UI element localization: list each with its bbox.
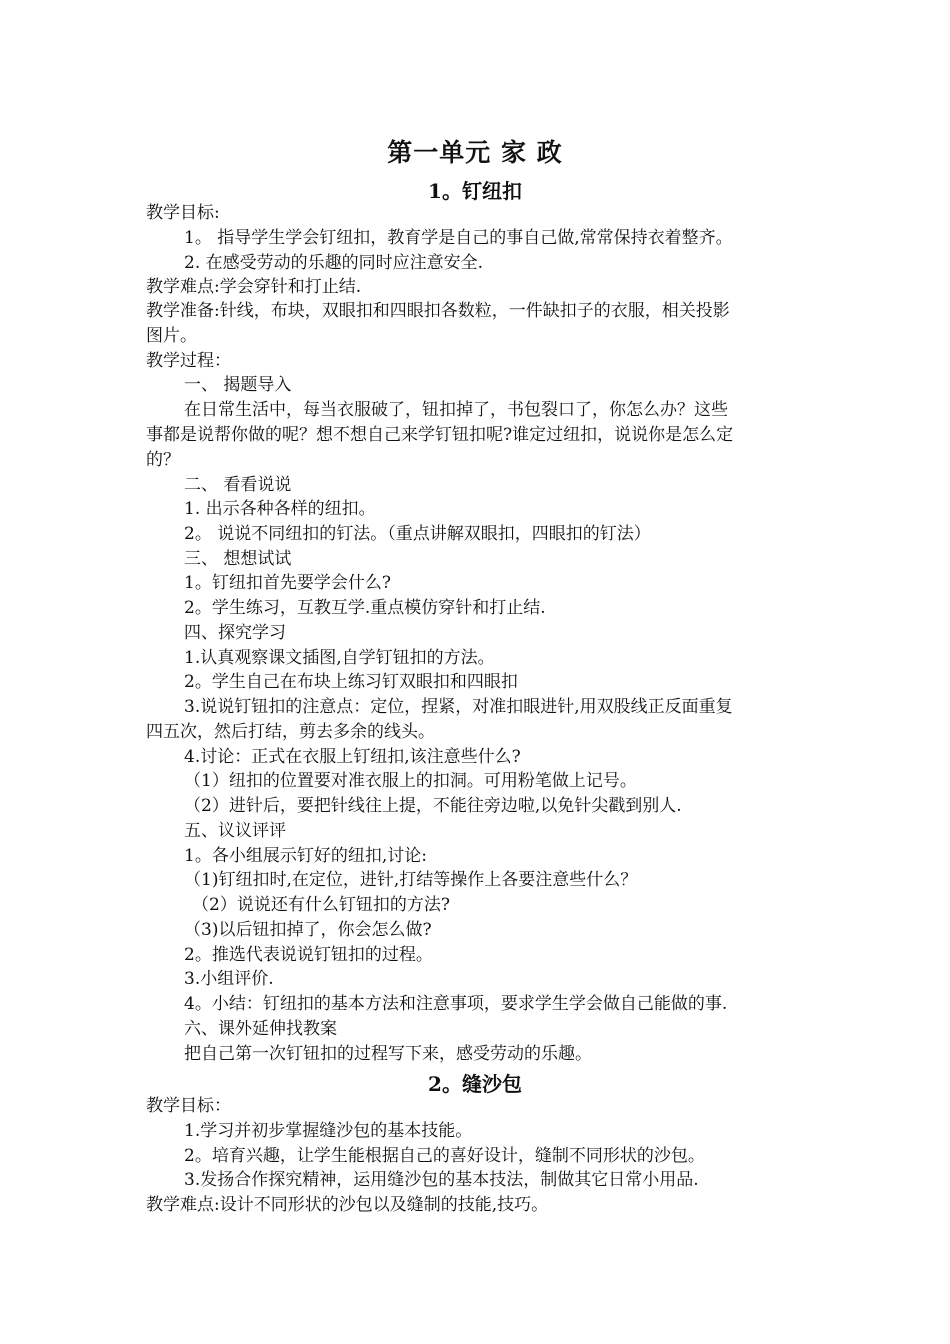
lesson-1-line: 的？ — [146, 450, 180, 470]
lesson-1-line: 图片。 — [146, 326, 197, 346]
lesson-1-line: 在日常生活中，每当衣服破了，钮扣掉了，书包裂口了，你怎么办？这些 — [184, 400, 728, 420]
lesson-1-line: （3)以后钮扣掉了，你会怎么做? — [184, 920, 432, 940]
lesson-1-line: 教学难点:学会穿针和打止结. — [146, 277, 362, 297]
lesson-1-line: （2）进针后，要把针线往上提，不能往旁边啦,以免针尖戳到别人. — [184, 796, 682, 816]
lesson-1-line: 1. 出示各种各样的纽扣。 — [184, 499, 376, 519]
unit-title: 第一单元 家 政 — [387, 138, 563, 167]
lesson-1-line: 2。学生练习，互教互学.重点模仿穿针和打止结. — [184, 598, 546, 618]
lesson-1-line: 2。推选代表说说钉钮扣的过程。 — [184, 945, 433, 965]
lesson-1-line: 事都是说帮你做的呢？想不想自己来学钉钮扣呢?谁定过纽扣，说说你是怎么定 — [146, 425, 734, 445]
lesson-1-line: 2。 说说不同纽扣的钉法。（重点讲解双眼扣，四眼扣的钉法） — [184, 524, 651, 544]
lesson-1-line: 把自己第一次钉钮扣的过程写下来，感受劳动的乐趣。 — [184, 1044, 592, 1064]
lesson-2-line: 3.发扬合作探究精神，运用缝沙包的基本技法，制做其它日常小用品. — [184, 1170, 699, 1190]
lesson-1-line: 教学准备:针线，布块，双眼扣和四眼扣各数粒，一件缺扣子的衣服，相关投影 — [146, 301, 730, 321]
lesson-1-line: 教学过程： — [146, 351, 231, 371]
lesson-1-line: 4。小结：钉纽扣的基本方法和注意事项，要求学生学会做自己能做的事. — [184, 994, 728, 1014]
lesson-2-line: 教学目标： — [146, 1096, 231, 1116]
lesson-1-line: 五、议议评评 — [184, 821, 286, 841]
lesson-1-line: 1。 指导学生学会钉纽扣，教育学是自己的事自己做,常常保持衣着整齐。 — [184, 228, 733, 248]
lesson-1-line: 三、 想想试试 — [184, 549, 292, 569]
lesson-1-line: 4.讨论：正式在衣服上钉纽扣,该注意些什么? — [184, 747, 521, 767]
lesson-1-line: 2. 在感受劳动的乐趣的同时应注意安全. — [184, 253, 484, 273]
lesson-1-line: （1)钉纽扣时,在定位，进针,打结等操作上各要注意些什么？ — [184, 870, 638, 890]
lesson-1-line: 四五次，然后打结，剪去多余的线头。 — [146, 722, 435, 742]
lesson-2-line: 教学难点:设计不同形状的沙包以及缝制的技能,技巧。 — [146, 1195, 549, 1215]
lesson-1-line: 二、 看看说说 — [184, 475, 292, 495]
lesson-1-line: 六、课外延伸找教案 — [184, 1019, 337, 1039]
lesson-1-line: 一、 揭题导入 — [184, 375, 292, 395]
lesson-2-line: 2。培育兴趣，让学生能根据自己的喜好设计，缝制不同形状的沙包。 — [184, 1146, 705, 1166]
lesson-2-title: 2。缝沙包 — [428, 1072, 522, 1096]
lesson-1-line: 3.说说钉钮扣的注意点：定位，捏紧，对准扣眼进针,用双股线正反面重复 — [184, 697, 733, 717]
lesson-1-title: 1。钉纽扣 — [428, 179, 522, 203]
lesson-2-line: 1.学习并初步掌握缝沙包的基本技能。 — [184, 1121, 473, 1141]
lesson-1-line: 四、探究学习 — [184, 623, 286, 643]
lesson-1-line: 1。各小组展示钉好的纽扣,讨论: — [184, 846, 427, 866]
lesson-1-line: 1。钉纽扣首先要学会什么? — [184, 573, 391, 593]
lesson-1-line: 3.小组评价. — [184, 969, 274, 989]
lesson-1-line: 2。学生自己在布块上练习钉双眼扣和四眼扣 — [184, 672, 518, 692]
lesson-1-line: （2）说说还有什么钉钮扣的方法? — [192, 895, 450, 915]
lesson-1-line: （1）纽扣的位置要对准衣服上的扣洞。可用粉笔做上记号。 — [184, 771, 637, 791]
lesson-1-line: 1.认真观察课文插图,自学钉钮扣的方法。 — [184, 648, 495, 668]
lesson-1-line: 教学目标: — [146, 203, 220, 223]
